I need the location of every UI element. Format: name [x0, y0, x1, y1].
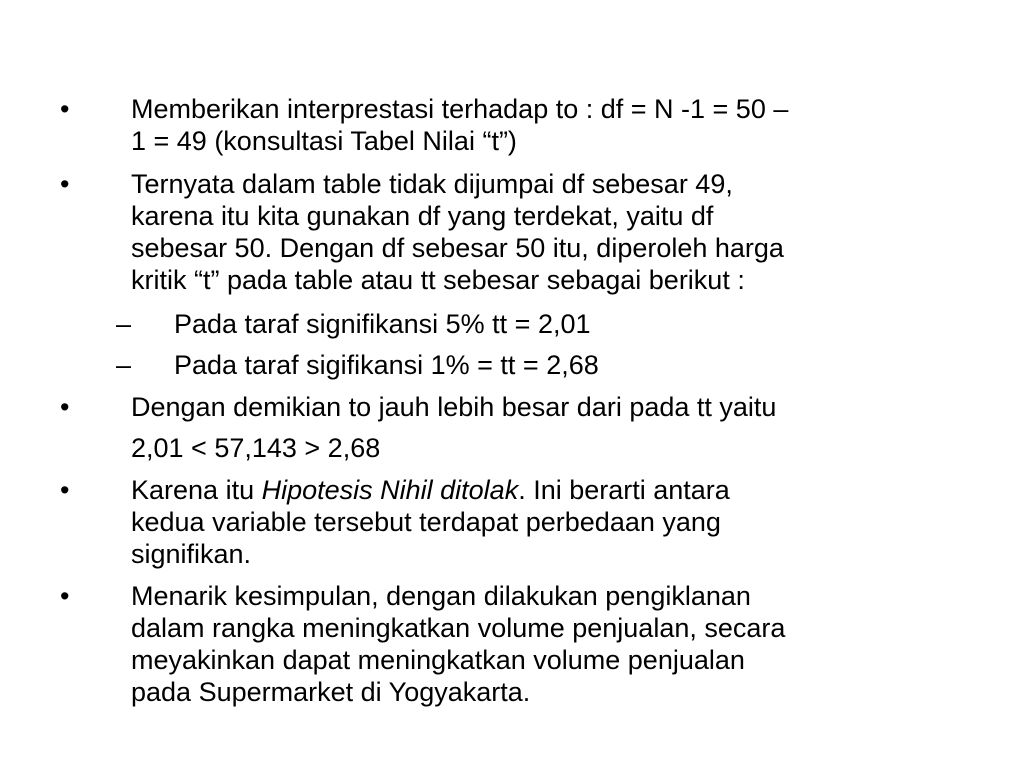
bullet-text — [131, 168, 784, 296]
comparison-inequality — [0, 432, 1024, 464]
dash-marker: – — [116, 309, 132, 339]
bullet-text — [131, 580, 785, 708]
text-line: karena itu kita gunakan df yang terdekat, yaitu df — [131, 201, 714, 231]
text-suffix: . Ini berarti antara — [518, 475, 730, 505]
text-line: kedua variable tersebut terdapat perbedaan yang — [131, 507, 721, 537]
text-line: Pada taraf sigifikansi 1% = tt = 2,68 — [174, 350, 599, 380]
bullet-marker: • — [60, 475, 70, 505]
bullet-item-df-interpretation — [0, 93, 1024, 157]
sub-item-significance-1 — [0, 349, 1024, 381]
bullet-marker: • — [60, 392, 70, 422]
bullet-item-df-table-lookup — [0, 168, 1024, 296]
text-line: Memberikan interprestasi terhadap to : df = N -1 = 50 – — [131, 94, 789, 124]
text-line: dalam rangka meningkatkan volume penjualan, secara — [131, 613, 786, 643]
text-line: Pada taraf signifikansi 5% tt = 2,01 — [174, 309, 591, 339]
text-line: Menarik kesimpulan, dengan dilakukan pengiklanan — [131, 581, 751, 611]
text-line: Ternyata dalam table tidak dijumpai df sebesar 49, — [131, 169, 733, 199]
text-line: signifikan. — [131, 539, 252, 569]
bullet-marker: • — [60, 581, 70, 611]
sub-item-significance-5 — [0, 308, 1024, 340]
text-prefix: Karena itu — [131, 475, 262, 505]
text-line: 1 = 49 (konsultasi Tabel Nilai “t”) — [131, 126, 517, 156]
sub-item-text — [174, 308, 591, 340]
bullet-text — [131, 474, 730, 570]
text-line: sebesar 50. Dengan df sebesar 50 itu, diperoleh harga — [131, 233, 784, 263]
text-line: kritik “t” pada table atau tt sebesar sebagai berikut : — [131, 265, 745, 295]
bullet-item-hypothesis-rejected — [0, 474, 1024, 570]
text-line — [131, 474, 730, 506]
bullet-marker: • — [60, 169, 70, 199]
text-line: 2,01 < 57,143 > 2,68 — [131, 433, 381, 463]
bullet-text — [131, 391, 776, 423]
dash-marker: – — [116, 350, 132, 380]
text-line: pada Supermarket di Yogyakarta. — [131, 677, 531, 707]
text-line: meyakinkan dapat meningkatkan volume penjualan — [131, 645, 745, 675]
text-line: Dengan demikian to jauh lebih besar dari pada tt yaitu — [131, 392, 777, 422]
sub-item-text — [174, 349, 599, 381]
hypothesis-italic: Hipotesis Nihil ditolak — [261, 475, 519, 505]
inequality-text — [131, 432, 380, 464]
bullet-item-comparison — [0, 391, 1024, 423]
bullet-text — [131, 93, 788, 157]
bullet-marker: • — [60, 94, 70, 124]
bullet-item-conclusion — [0, 580, 1024, 708]
